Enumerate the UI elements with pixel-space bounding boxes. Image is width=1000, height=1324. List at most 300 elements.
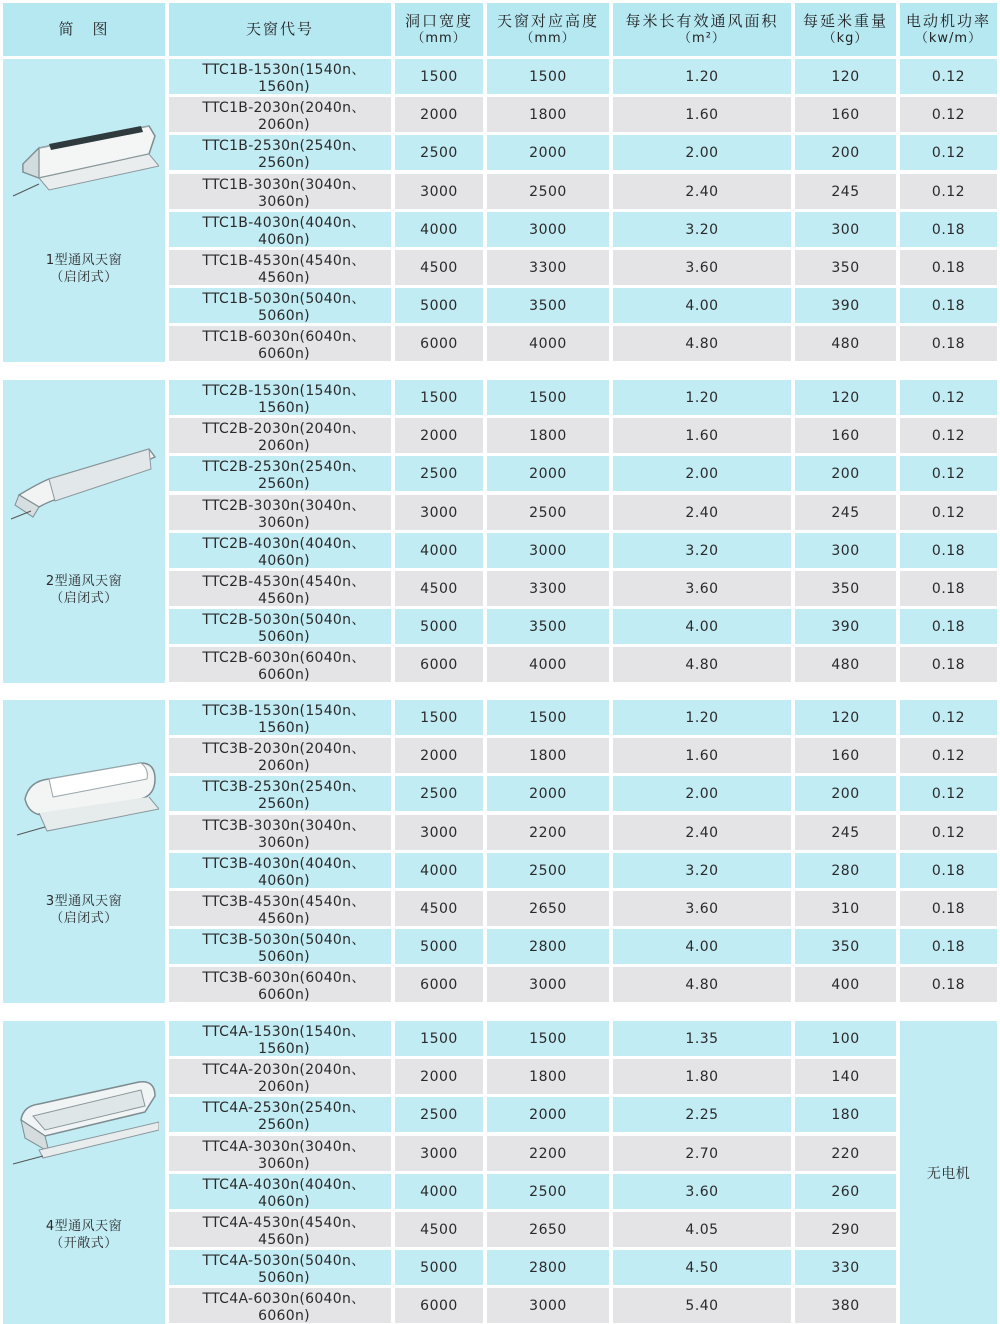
cell-code xyxy=(169,891,391,926)
width-value: 4000 xyxy=(420,221,458,238)
weight-value: 120 xyxy=(831,389,860,406)
area-value: 1.60 xyxy=(685,427,719,444)
code-value: TTC3B-5030n(5040n、5060n) xyxy=(202,931,366,965)
area-value: 2.00 xyxy=(685,144,719,161)
header-weight: 每延米重量 （kg） xyxy=(795,3,896,56)
cell-area xyxy=(613,1174,791,1209)
motor-value: 0.18 xyxy=(931,580,966,597)
cell-motor xyxy=(900,929,997,964)
height-value: 2200 xyxy=(529,1145,567,1162)
cell-width xyxy=(395,571,483,606)
open-skylight-icon xyxy=(9,1021,159,1176)
weight-value: 140 xyxy=(831,1068,860,1085)
cell-motor xyxy=(900,212,997,247)
area-value: 1.60 xyxy=(685,747,719,764)
code-value: TTC2B-4030n(4040n、4060n) xyxy=(202,535,366,569)
width-value: 3000 xyxy=(420,824,458,841)
cell-width xyxy=(395,1136,483,1171)
cell-motor xyxy=(900,288,997,323)
height-value: 1800 xyxy=(529,106,567,123)
cell-code xyxy=(169,1250,391,1285)
cell-code xyxy=(169,1174,391,1209)
code-value: TTC3B-2030n(2040n、2060n) xyxy=(202,740,366,774)
cell-width xyxy=(395,250,483,285)
area-value: 4.00 xyxy=(685,297,719,314)
cell-area xyxy=(613,891,791,926)
cell-weight xyxy=(795,815,896,850)
cell-motor xyxy=(900,326,997,361)
code-value: TTC2B-2030n(2040n、2060n) xyxy=(202,420,366,454)
cell-width xyxy=(395,380,483,415)
cell-width xyxy=(395,418,483,453)
cell-height xyxy=(487,380,609,415)
area-value: 1.20 xyxy=(685,68,719,85)
motor-note: 无电机 xyxy=(926,1165,971,1182)
cell-height xyxy=(487,59,609,94)
cell-motor xyxy=(900,815,997,850)
cell-code xyxy=(169,326,391,361)
area-value: 2.00 xyxy=(685,465,719,482)
motor-value: 0.18 xyxy=(931,976,966,993)
code-value: TTC1B-2030n(2040n、2060n) xyxy=(202,99,366,133)
cell-width xyxy=(395,533,483,568)
width-value: 2000 xyxy=(420,1068,458,1085)
cell-height xyxy=(487,738,609,773)
cell-code xyxy=(169,1059,391,1094)
weight-value: 480 xyxy=(831,656,860,673)
cell-height xyxy=(487,174,609,209)
cell-width xyxy=(395,456,483,491)
motor-value: 0.18 xyxy=(931,542,966,559)
width-value: 5000 xyxy=(420,618,458,635)
height-value: 1500 xyxy=(529,709,567,726)
cell-width xyxy=(395,776,483,811)
cell-motor xyxy=(900,380,997,415)
cell-code xyxy=(169,135,391,170)
cell-weight xyxy=(795,647,896,682)
width-value: 6000 xyxy=(420,1297,458,1314)
motor-value: 0.12 xyxy=(931,106,966,123)
width-value: 2000 xyxy=(420,106,458,123)
height-value: 2650 xyxy=(529,900,567,917)
weight-value: 245 xyxy=(831,504,860,521)
width-value: 4000 xyxy=(420,542,458,559)
width-value: 3000 xyxy=(420,504,458,521)
cell-code xyxy=(169,174,391,209)
cell-area xyxy=(613,571,791,606)
area-value: 2.25 xyxy=(685,1106,719,1123)
cell-area xyxy=(613,1136,791,1171)
code-value: TTC1B-5030n(5040n、5060n) xyxy=(202,290,366,324)
cell-weight xyxy=(795,380,896,415)
cell-width xyxy=(395,1059,483,1094)
cell-width xyxy=(395,97,483,132)
area-value: 4.80 xyxy=(685,335,719,352)
cell-width xyxy=(395,1250,483,1285)
area-value: 3.20 xyxy=(685,221,719,238)
width-value: 4500 xyxy=(420,259,458,276)
cell-height xyxy=(487,891,609,926)
cell-motor xyxy=(900,456,997,491)
area-value: 3.60 xyxy=(685,1183,719,1200)
height-value: 3000 xyxy=(529,542,567,559)
height-value: 3300 xyxy=(529,580,567,597)
cell-width xyxy=(395,135,483,170)
header-height: 天窗对应高度 （mm） xyxy=(487,3,609,56)
weight-value: 160 xyxy=(831,427,860,444)
cell-code xyxy=(169,288,391,323)
weight-value: 200 xyxy=(831,144,860,161)
cell-area xyxy=(613,815,791,850)
cell-code xyxy=(169,418,391,453)
cell-height xyxy=(487,212,609,247)
motor-value: 0.18 xyxy=(931,938,966,955)
cell-motor xyxy=(900,776,997,811)
area-value: 4.00 xyxy=(685,938,719,955)
group-mode: （启闭式） xyxy=(50,911,118,926)
height-value: 2650 xyxy=(529,1221,567,1238)
code-value: TTC2B-2530n(2540n、2560n) xyxy=(202,458,366,492)
motor-value: 0.12 xyxy=(931,68,966,85)
motor-value: 0.12 xyxy=(931,747,966,764)
cell-motor xyxy=(900,174,997,209)
cell-area xyxy=(613,1212,791,1247)
cell-code xyxy=(169,250,391,285)
cell-area xyxy=(613,1021,791,1056)
group-diagram-cell xyxy=(3,380,165,683)
height-value: 3000 xyxy=(529,221,567,238)
group-mode: （启闭式） xyxy=(50,591,118,606)
cell-area xyxy=(613,418,791,453)
weight-value: 330 xyxy=(831,1259,860,1276)
cell-code xyxy=(169,1212,391,1247)
motor-note-cell xyxy=(900,1021,997,1324)
width-value: 6000 xyxy=(420,656,458,673)
cell-height xyxy=(487,1250,609,1285)
height-value: 4000 xyxy=(529,656,567,673)
cell-height xyxy=(487,571,609,606)
motor-value: 0.18 xyxy=(931,221,966,238)
weight-value: 120 xyxy=(831,709,860,726)
cell-height xyxy=(487,609,609,644)
code-value: TTC2B-3030n(3040n、3060n) xyxy=(202,497,366,531)
cell-weight xyxy=(795,250,896,285)
cell-area xyxy=(613,59,791,94)
cell-width xyxy=(395,815,483,850)
weight-value: 380 xyxy=(831,1297,860,1314)
cell-area xyxy=(613,495,791,530)
cell-area xyxy=(613,288,791,323)
motor-value: 0.12 xyxy=(931,144,966,161)
weight-value: 300 xyxy=(831,542,860,559)
code-value: TTC4A-2530n(2540n、2560n) xyxy=(202,1099,366,1133)
group-name: 2型通风天窗 xyxy=(45,574,123,589)
area-value: 4.05 xyxy=(685,1221,719,1238)
motor-value: 0.18 xyxy=(931,335,966,352)
group-diagram-cell xyxy=(3,700,165,1003)
cell-code xyxy=(169,738,391,773)
cell-area xyxy=(613,1288,791,1323)
height-value: 1800 xyxy=(529,747,567,764)
width-value: 1500 xyxy=(420,68,458,85)
cell-area xyxy=(613,456,791,491)
weight-value: 390 xyxy=(831,297,860,314)
cell-height xyxy=(487,250,609,285)
cell-width xyxy=(395,1021,483,1056)
cell-motor xyxy=(900,967,997,1002)
cell-height xyxy=(487,776,609,811)
cell-code xyxy=(169,1097,391,1132)
area-value: 4.50 xyxy=(685,1259,719,1276)
cell-weight xyxy=(795,1136,896,1171)
cell-width xyxy=(395,326,483,361)
code-value: TTC4A-4030n(4040n、4060n) xyxy=(202,1176,366,1210)
weight-value: 200 xyxy=(831,785,860,802)
cell-width xyxy=(395,59,483,94)
area-value: 4.80 xyxy=(685,656,719,673)
area-value: 4.00 xyxy=(685,618,719,635)
cell-area xyxy=(613,929,791,964)
height-value: 2800 xyxy=(529,1259,567,1276)
header-area: 每米长有效通风面积 （m²） xyxy=(613,3,791,56)
code-value: TTC1B-4530n(4540n、4560n) xyxy=(202,252,366,286)
cell-weight xyxy=(795,609,896,644)
cell-code xyxy=(169,456,391,491)
cell-weight xyxy=(795,1174,896,1209)
group-diagram-cell xyxy=(3,59,165,362)
height-value: 4000 xyxy=(529,335,567,352)
cell-height xyxy=(487,815,609,850)
cell-height xyxy=(487,1174,609,1209)
height-value: 1500 xyxy=(529,1030,567,1047)
cell-motor xyxy=(900,700,997,735)
motor-value: 0.18 xyxy=(931,862,966,879)
cell-width xyxy=(395,967,483,1002)
weight-value: 300 xyxy=(831,221,860,238)
width-value: 2500 xyxy=(420,1106,458,1123)
cell-motor xyxy=(900,571,997,606)
cell-height xyxy=(487,456,609,491)
cell-area xyxy=(613,1059,791,1094)
cell-weight xyxy=(795,212,896,247)
weight-value: 200 xyxy=(831,465,860,482)
area-value: 1.20 xyxy=(685,709,719,726)
height-value: 2500 xyxy=(529,504,567,521)
cell-code xyxy=(169,647,391,682)
cell-height xyxy=(487,647,609,682)
area-value: 2.00 xyxy=(685,785,719,802)
height-value: 1800 xyxy=(529,1068,567,1085)
weight-value: 120 xyxy=(831,68,860,85)
code-value: TTC2B-6030n(6040n、6060n) xyxy=(202,649,366,683)
cell-code xyxy=(169,59,391,94)
group-name: 1型通风天窗 xyxy=(45,253,123,268)
weight-value: 350 xyxy=(831,580,860,597)
height-value: 2500 xyxy=(529,1183,567,1200)
cell-area xyxy=(613,1097,791,1132)
cell-code xyxy=(169,1136,391,1171)
area-value: 4.80 xyxy=(685,976,719,993)
cell-height xyxy=(487,1059,609,1094)
cell-weight xyxy=(795,1021,896,1056)
code-value: TTC4A-2030n(2040n、2060n) xyxy=(202,1061,366,1095)
cell-area xyxy=(613,326,791,361)
cell-height xyxy=(487,700,609,735)
cell-width xyxy=(395,174,483,209)
cell-width xyxy=(395,647,483,682)
height-value: 2000 xyxy=(529,144,567,161)
weight-value: 220 xyxy=(831,1145,860,1162)
weight-value: 480 xyxy=(831,335,860,352)
cell-width xyxy=(395,891,483,926)
height-value: 1500 xyxy=(529,68,567,85)
weight-value: 280 xyxy=(831,862,860,879)
cell-weight xyxy=(795,967,896,1002)
code-value: TTC3B-6030n(6040n、6060n) xyxy=(202,969,366,1003)
cell-height xyxy=(487,967,609,1002)
height-value: 3500 xyxy=(529,618,567,635)
code-value: TTC3B-4530n(4540n、4560n) xyxy=(202,893,366,927)
cell-weight xyxy=(795,418,896,453)
cell-motor xyxy=(900,495,997,530)
cell-area xyxy=(613,1250,791,1285)
motor-value: 0.18 xyxy=(931,618,966,635)
width-value: 4500 xyxy=(420,580,458,597)
cell-motor xyxy=(900,418,997,453)
width-value: 2000 xyxy=(420,427,458,444)
cell-area xyxy=(613,250,791,285)
code-value: TTC1B-4030n(4040n、4060n) xyxy=(202,214,366,248)
cell-area xyxy=(613,609,791,644)
cell-code xyxy=(169,495,391,530)
height-value: 3500 xyxy=(529,297,567,314)
motor-value: 0.18 xyxy=(931,656,966,673)
width-value: 1500 xyxy=(420,389,458,406)
cell-area xyxy=(613,967,791,1002)
cell-weight xyxy=(795,1212,896,1247)
height-value: 3000 xyxy=(529,976,567,993)
motor-value: 0.12 xyxy=(931,709,966,726)
cell-code xyxy=(169,380,391,415)
motor-value: 0.12 xyxy=(931,504,966,521)
width-value: 6000 xyxy=(420,335,458,352)
group-name: 4型通风天窗 xyxy=(45,1219,123,1234)
motor-value: 0.12 xyxy=(931,465,966,482)
area-value: 1.60 xyxy=(685,106,719,123)
weight-value: 290 xyxy=(831,1221,860,1238)
height-value: 2000 xyxy=(529,465,567,482)
cell-motor xyxy=(900,135,997,170)
weight-value: 310 xyxy=(831,900,860,917)
cell-height xyxy=(487,418,609,453)
group-label xyxy=(46,893,122,927)
height-value: 3000 xyxy=(529,1297,567,1314)
cell-motor xyxy=(900,250,997,285)
code-value: TTC2B-4530n(4540n、4560n) xyxy=(202,573,366,607)
code-value: TTC1B-2530n(2540n、2560n) xyxy=(202,137,366,171)
group-label xyxy=(46,573,122,607)
width-value: 2500 xyxy=(420,144,458,161)
cell-weight xyxy=(795,288,896,323)
cell-weight xyxy=(795,456,896,491)
area-value: 1.35 xyxy=(685,1030,719,1047)
cell-weight xyxy=(795,891,896,926)
height-value: 2000 xyxy=(529,1106,567,1123)
cell-height xyxy=(487,326,609,361)
code-value: TTC3B-2530n(2540n、2560n) xyxy=(202,778,366,812)
cell-area xyxy=(613,738,791,773)
group-label xyxy=(46,252,122,286)
cell-height xyxy=(487,1288,609,1323)
cell-area xyxy=(613,135,791,170)
cell-weight xyxy=(795,738,896,773)
cell-code xyxy=(169,1288,391,1323)
cell-code xyxy=(169,1021,391,1056)
height-value: 2000 xyxy=(529,785,567,802)
cell-code xyxy=(169,815,391,850)
cell-height xyxy=(487,1021,609,1056)
width-value: 3000 xyxy=(420,1145,458,1162)
header-diagram: 简 图 xyxy=(3,3,165,56)
cell-width xyxy=(395,853,483,888)
weight-value: 245 xyxy=(831,824,860,841)
cell-width xyxy=(395,288,483,323)
height-value: 1800 xyxy=(529,427,567,444)
cell-width xyxy=(395,609,483,644)
motor-value: 0.12 xyxy=(931,427,966,444)
width-value: 3000 xyxy=(420,183,458,200)
width-value: 4000 xyxy=(420,1183,458,1200)
cell-height xyxy=(487,288,609,323)
cell-weight xyxy=(795,929,896,964)
weight-value: 390 xyxy=(831,618,860,635)
cell-weight xyxy=(795,97,896,132)
cell-height xyxy=(487,97,609,132)
cell-weight xyxy=(795,1250,896,1285)
code-value: TTC1B-1530n(1540n、1560n) xyxy=(202,61,366,95)
area-value: 3.60 xyxy=(685,580,719,597)
cell-code xyxy=(169,533,391,568)
cell-weight xyxy=(795,495,896,530)
motor-value: 0.18 xyxy=(931,259,966,276)
cell-weight xyxy=(795,571,896,606)
header-motor: 电动机功率 （kw/m） xyxy=(900,3,997,56)
width-value: 2000 xyxy=(420,747,458,764)
cell-weight xyxy=(795,853,896,888)
cell-code xyxy=(169,929,391,964)
height-value: 2500 xyxy=(529,183,567,200)
cell-width xyxy=(395,929,483,964)
weight-value: 350 xyxy=(831,259,860,276)
cell-code xyxy=(169,571,391,606)
height-value: 2500 xyxy=(529,862,567,879)
width-value: 5000 xyxy=(420,938,458,955)
cell-area xyxy=(613,647,791,682)
area-value: 2.40 xyxy=(685,183,719,200)
cell-motor xyxy=(900,59,997,94)
height-value: 2200 xyxy=(529,824,567,841)
group-label xyxy=(46,1218,122,1252)
code-value: TTC1B-6030n(6040n、6060n) xyxy=(202,328,366,362)
weight-value: 260 xyxy=(831,1183,860,1200)
cell-motor xyxy=(900,97,997,132)
height-value: 3300 xyxy=(529,259,567,276)
width-value: 1500 xyxy=(420,709,458,726)
width-value: 2500 xyxy=(420,465,458,482)
cell-width xyxy=(395,1174,483,1209)
cell-height xyxy=(487,495,609,530)
area-value: 3.20 xyxy=(685,862,719,879)
